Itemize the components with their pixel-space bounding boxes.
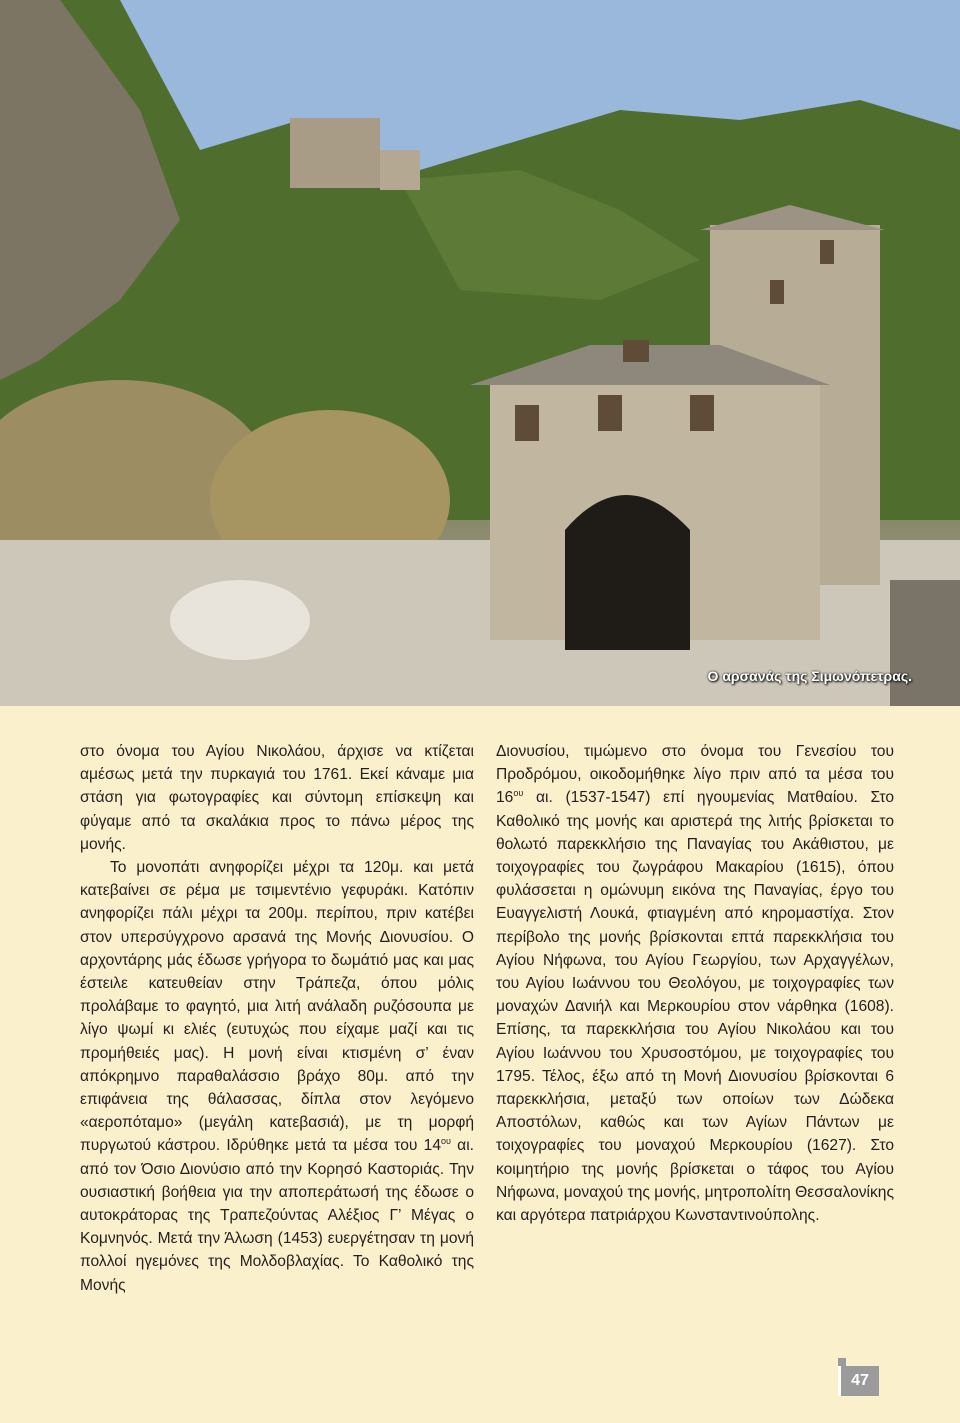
photo-caption: Ο αρσανάς της Σιμωνόπετρας. xyxy=(707,668,912,684)
page-number: 47 xyxy=(838,1366,879,1396)
left-paragraph-2 xyxy=(80,856,474,1297)
right-paragraph-1-text: Διονυσίου, τιμώμενο στο όνομα του Γενεσίου του Προδρόμου, οικοδομήθηκε λίγο πριν από τα μέσα του 16 xyxy=(496,743,894,807)
left-column xyxy=(80,740,474,1297)
left-paragraph-2-text: Το μονοπάτι ανηφορίζει μέχρι τα 120μ. και μετά κατεβαίνει σε ρέμα με τσιμεντένιο γεφυράκι. Κατόπιν ανηφορίζει πάλι μέχρι τα 200μ. περίπου, πριν κατέβει στον υπερσύγχρονο αρσανά της Μονής Διονυσίου. Ο αρχοντάρης μάς έδωσε γρήγορα το δωμάτιό μας και μας έστειλε κατευθείαν στην Τράπεζα, όπου μόλις προλάβαμε το φαγητό, μια λιτή ανάλαδη ρυζόσουπα με λίγο ψωμί κι ελιές (ευτυχώς που είχαμε μαζί και τις προμήθειές μας). Η μονή είναι κτισμένη σ’ έναν απόκρημνο παραθαλάσσιο βράχο 80μ. από την επιφάνεια της θάλασσας, δίπλα στον λεγόμενο «αεροπόταμο» (μεγάλη κατεβασιά), με τη μορφή πυργωτού κάστρου. Ιδρύθηκε μετά τα μέσα του 14 xyxy=(80,859,474,1155)
right-column xyxy=(496,740,894,1227)
left-paragraph-2-sup: ου xyxy=(441,1136,451,1147)
right-paragraph-1-end: αι. (1537-1547) επί ηγουμενίας Ματθαίου. Στο Καθολικό της μονής και αριστερά της λιτής βρίσκεται το θολωτό παρεκκλήσιο της Παναγίας του Ακάθιστου, με τοιχογραφίες του ζωγράφου Μακαρίου (1615), όπου φυλάσσεται η ομώνυμη εικόνα της Παναγίας, έργο του Ευαγγελιστή Λουκά, φτιαγμένη από κηρομαστίχα. Στον περίβολο της μονής βρίσκονται επτά παρεκκλήσια του Αγίου Νήφωνα, του Αγίου Γεωργίου, των Αρχαγγέλων, του Αγίου Ιωάννου του Θεολόγου, με τοιχογραφίες των μοναχών Δανιήλ και Μερκουρίου στον νάρθηκα (1608). Επίσης, τα παρεκκλήσια του Αγίου Νικολάου και του Αγίου Ιωάννου του Χρυσοστόμου, με τοιχογραφίες του 1795. Τέλος, έξω από τη Μονή Διονυσίου βρίσκονται 6 παρεκκλήσια, μεταξύ των οποίων των Δώδεκα Αποστόλων, καθώς και των Αγίων Πάντων με τοιχογραφίες του μοναχού Μερκουρίου (1627). Στο κοιμητήριο της μονής βρίσκεται ο τάφος του Αγίου Νήφωνα, μοναχού της μονής, μητροπολίτη Θεσσαλονίκης και αργότερα πατριάρχου Κωνσταντινούπολης. xyxy=(496,789,894,1225)
left-paragraph-2-end: αι. από τον Όσιο Διονύσιο από την Κορησό Καστοριάς. Την ουσιαστική βοήθεια για την αποπεράτωσή της έδωσε ο αυτοκράτορας της Τραπεζούντας Αλέξιος Γ’ Μέγας ο Κομνηνός. Μετά την Άλωση (1453) ευεργέτησαν τη μονή πολλοί ηγεμόνες της Μολδοβλαχίας. Το Καθολικό της Μονής xyxy=(80,1137,474,1294)
right-paragraph-1-sup: ου xyxy=(513,788,524,799)
monastery-photo xyxy=(0,0,960,706)
left-paragraph-1: στο όνομα του Αγίου Νικολάου, άρχισε να κτίζεται αμέσως μετά την πυρκαγιά του 1761. Εκεί κάναμε μια στάση για φωτογραφίες και σύντομη επίσκεψη και φύγαμε από τα σκαλάκια προς το πάνω μέρος της μονής. xyxy=(80,743,474,853)
right-paragraph-1 xyxy=(496,740,894,1227)
arsanas-illustration xyxy=(0,0,960,706)
